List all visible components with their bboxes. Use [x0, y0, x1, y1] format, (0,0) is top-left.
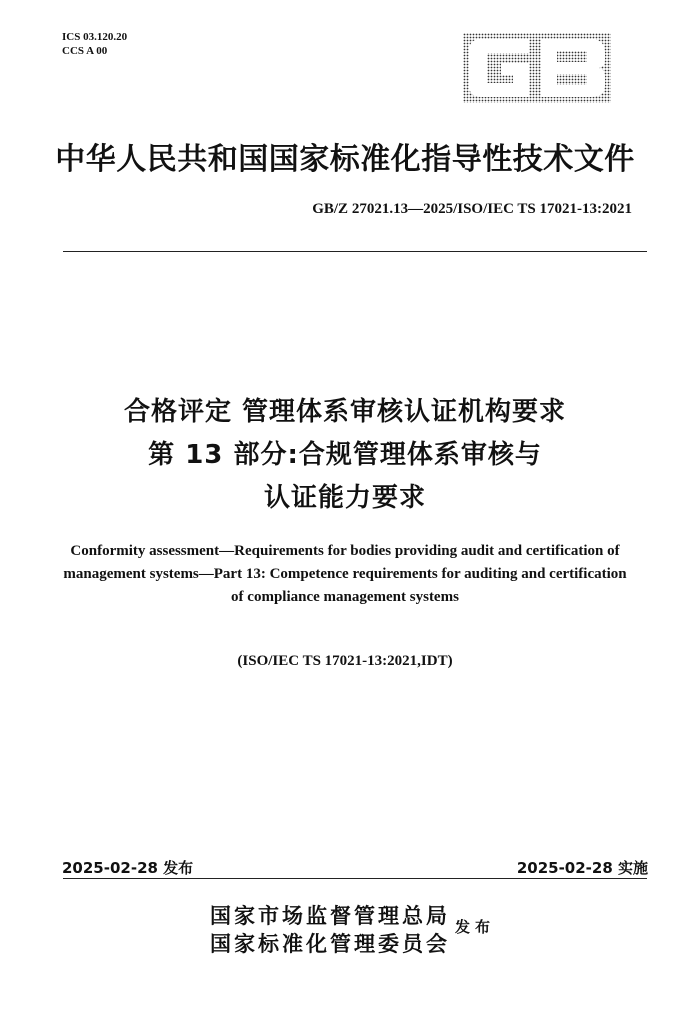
classification-codes [62, 30, 127, 58]
standard-number: GB/Z 27021.13—2025/ISO/IEC TS 17021-13:2021 [312, 201, 632, 217]
publisher-line-1: 国家市场监督管理总局 [210, 904, 450, 928]
publish-label: 发布 [455, 918, 496, 936]
ics-code: ICS 03.120.20 [62, 31, 128, 43]
document-type-heading: 中华人民共和国国家标准化指导性技术文件 [55, 142, 635, 177]
implementation-date: 2025-02-28 实施 [516, 859, 648, 877]
issue-date: 2025-02-28 发布 [62, 859, 194, 877]
title-en: Conformity assessment—Requirements for bodies providing audit and certification of management systems—Part 13: Competence requirements for auditing and certification of compliance management systems [63, 543, 627, 605]
gb-logo-icon [463, 33, 611, 103]
publisher-line-2: 国家标准化管理委员会 [210, 932, 450, 956]
identity-note: (ISO/IEC TS 17021-13:2021,IDT) [237, 653, 453, 669]
title-cn-line-2: 第 13 部分:合规管理体系审核与 [148, 440, 542, 470]
title-cn-line-1: 合格评定 管理体系审核认证机构要求 [123, 397, 567, 427]
footer-divider [63, 878, 647, 879]
header-divider [63, 251, 647, 252]
title-cn-line-3: 认证能力要求 [263, 483, 426, 513]
ccs-code: CCS A 00 [62, 45, 108, 57]
